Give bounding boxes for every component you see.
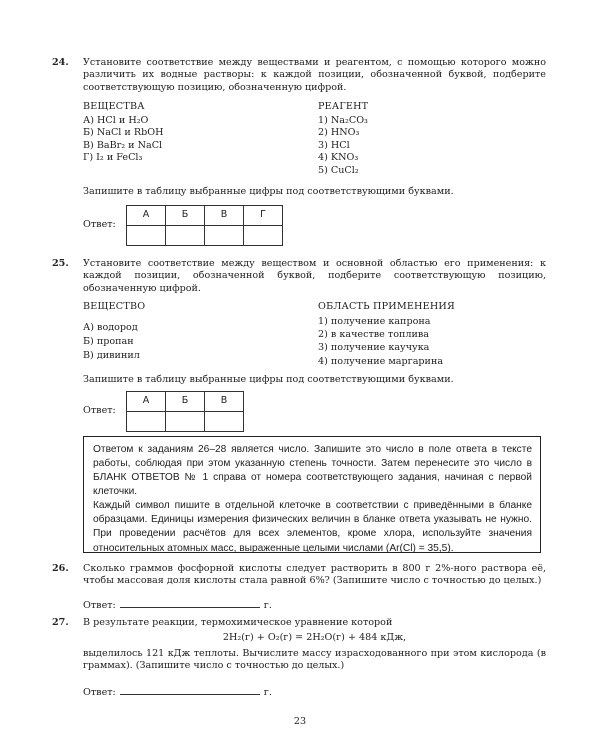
q24-reagent-4: 4) KNO₃ — [318, 152, 359, 164]
q24-answer-label: Ответ: — [83, 219, 116, 230]
page-number: 23 — [293, 716, 307, 727]
q24-col-c: В — [205, 206, 244, 226]
q25-substance-b: Б) пропан — [83, 335, 134, 347]
q27-text: выделилось 121 кДж теплоты. Вычислите массу израсходованного при этом кислорода (в граммах). (Запишите число с точностью до целых.) — [83, 648, 546, 672]
q24-reagents — [318, 115, 368, 177]
q25-right-header: ОБЛАСТЬ ПРИМЕНЕНИЯ — [318, 301, 455, 312]
q25-use-3: 3) получение каучука — [318, 342, 430, 354]
q25-left-header: ВЕЩЕСТВО — [83, 301, 146, 312]
q24-substances — [83, 115, 163, 165]
q27-answer-row — [83, 684, 272, 699]
q24-answer-cell-b[interactable] — [166, 226, 205, 246]
q24-col-d: Г — [244, 206, 283, 226]
q24-instruction: Запишите в таблицу выбранные цифры под соответствующими буквами. — [83, 186, 454, 197]
q25-number: 25. — [52, 258, 69, 269]
q26-unit: г. — [263, 600, 272, 611]
q25-substance-c: В) дивинил — [83, 349, 140, 361]
q25-use-2: 2) в качестве топлива — [318, 329, 429, 341]
q24-reagent-1: 1) Na₂CO₃ — [318, 115, 368, 126]
q26-text: Сколько граммов фосфорной кислоты следует растворить в 800 г 2%-ного раствора её, чтобы массовая доля кислоты стала равной 6%? (Запишите число с точностью до целых.) — [83, 563, 546, 587]
note-paragraph-2: Каждый символ пишите в отдельной клеточке в соответствии с приведёнными в бланке образцами. Единицы измерения физических величин в бланке ответа указывать не нужно. При проведении расчётов для всех элементов, кроме хлора, используйте значения относительных атомных масс, выраженные целыми числами (Ar(Cl) = 35,5). — [93, 500, 532, 554]
q25-use-1: 1) получение капрона — [318, 316, 431, 327]
instruction-note-box — [83, 436, 541, 553]
q26-number: 26. — [52, 563, 69, 574]
q24-right-header: РЕАГЕНТ — [318, 101, 369, 112]
q24-col-a: А — [127, 206, 166, 226]
q27-answer-label: Ответ: — [83, 687, 116, 698]
q24-substance-a: А) HCl и H₂O — [83, 115, 149, 126]
q26-answer-label: Ответ: — [83, 600, 116, 611]
q24-substance-b: Б) NaCl и RbOH — [83, 127, 164, 139]
q25-answer-cell-b[interactable] — [166, 412, 205, 432]
q24-substance-d: Г) I₂ и FeCl₃ — [83, 152, 143, 164]
q24-answer-table — [126, 205, 283, 246]
q25-answer-table — [126, 391, 244, 432]
q24-reagent-2: 2) HNO₃ — [318, 127, 360, 139]
q24-answer-cell-d[interactable] — [244, 226, 283, 246]
q25-substance-a: А) водород — [83, 322, 138, 333]
q27-unit: г. — [263, 687, 272, 698]
q25-answer-cell-c[interactable] — [205, 412, 244, 432]
q24-col-b: Б — [166, 206, 205, 226]
q24-number: 24. — [52, 57, 69, 68]
q25-col-c: В — [205, 392, 244, 412]
q25-substances — [83, 321, 140, 363]
q27-answer-field[interactable] — [120, 684, 260, 695]
q27-intro: В результате реакции, термохимическое уравнение которой — [83, 617, 393, 628]
q25-col-b: Б — [166, 392, 205, 412]
q24-left-header: ВЕЩЕСТВА — [83, 101, 145, 112]
q24-reagent-5: 5) CuCl₂ — [318, 164, 359, 176]
q25-instruction: Запишите в таблицу выбранные цифры под соответствующими буквами. — [83, 374, 454, 385]
q25-uses — [318, 315, 443, 368]
q25-col-a: А — [127, 392, 166, 412]
q26-answer-row — [83, 597, 272, 612]
q24-answer-cell-a[interactable] — [127, 226, 166, 246]
q24-reagent-3: 3) HCl — [318, 139, 350, 151]
q25-answer-label: Ответ: — [83, 405, 116, 416]
q26-answer-field[interactable] — [120, 597, 260, 608]
q24-substance-c: В) BaBr₂ и NaCl — [83, 139, 163, 151]
q24-text: Установите соответствие между веществами и реагентом, с помощью которого можно различить их водные растворы: к каждой позиции, обозначенной буквой, подберите соответствующую позицию, обозначенную цифрой. — [83, 57, 546, 93]
q25-text: Установите соответствие между веществом и основной областью его применения: к каждой позиции, обозначенной буквой, подберите соответствующую позицию, обозначенную цифрой. — [83, 258, 546, 294]
q27-number: 27. — [52, 617, 69, 628]
q27-equation: 2H₂(г) + O₂(г) = 2H₂O(г) + 484 кДж, — [222, 632, 407, 643]
q24-answer-cell-c[interactable] — [205, 226, 244, 246]
q25-answer-cell-a[interactable] — [127, 412, 166, 432]
q25-use-4: 4) получение маргарина — [318, 355, 444, 367]
note-paragraph-1: Ответом к заданиям 26–28 является число. Запишите это число в поле ответа в тексте работы, соблюдая при этом указанную степень точности. Затем перенесите это число в БЛАНК ОТВЕТОВ № 1 справа от номера соответствующего задания, начиная с первой клеточки. — [93, 444, 532, 498]
